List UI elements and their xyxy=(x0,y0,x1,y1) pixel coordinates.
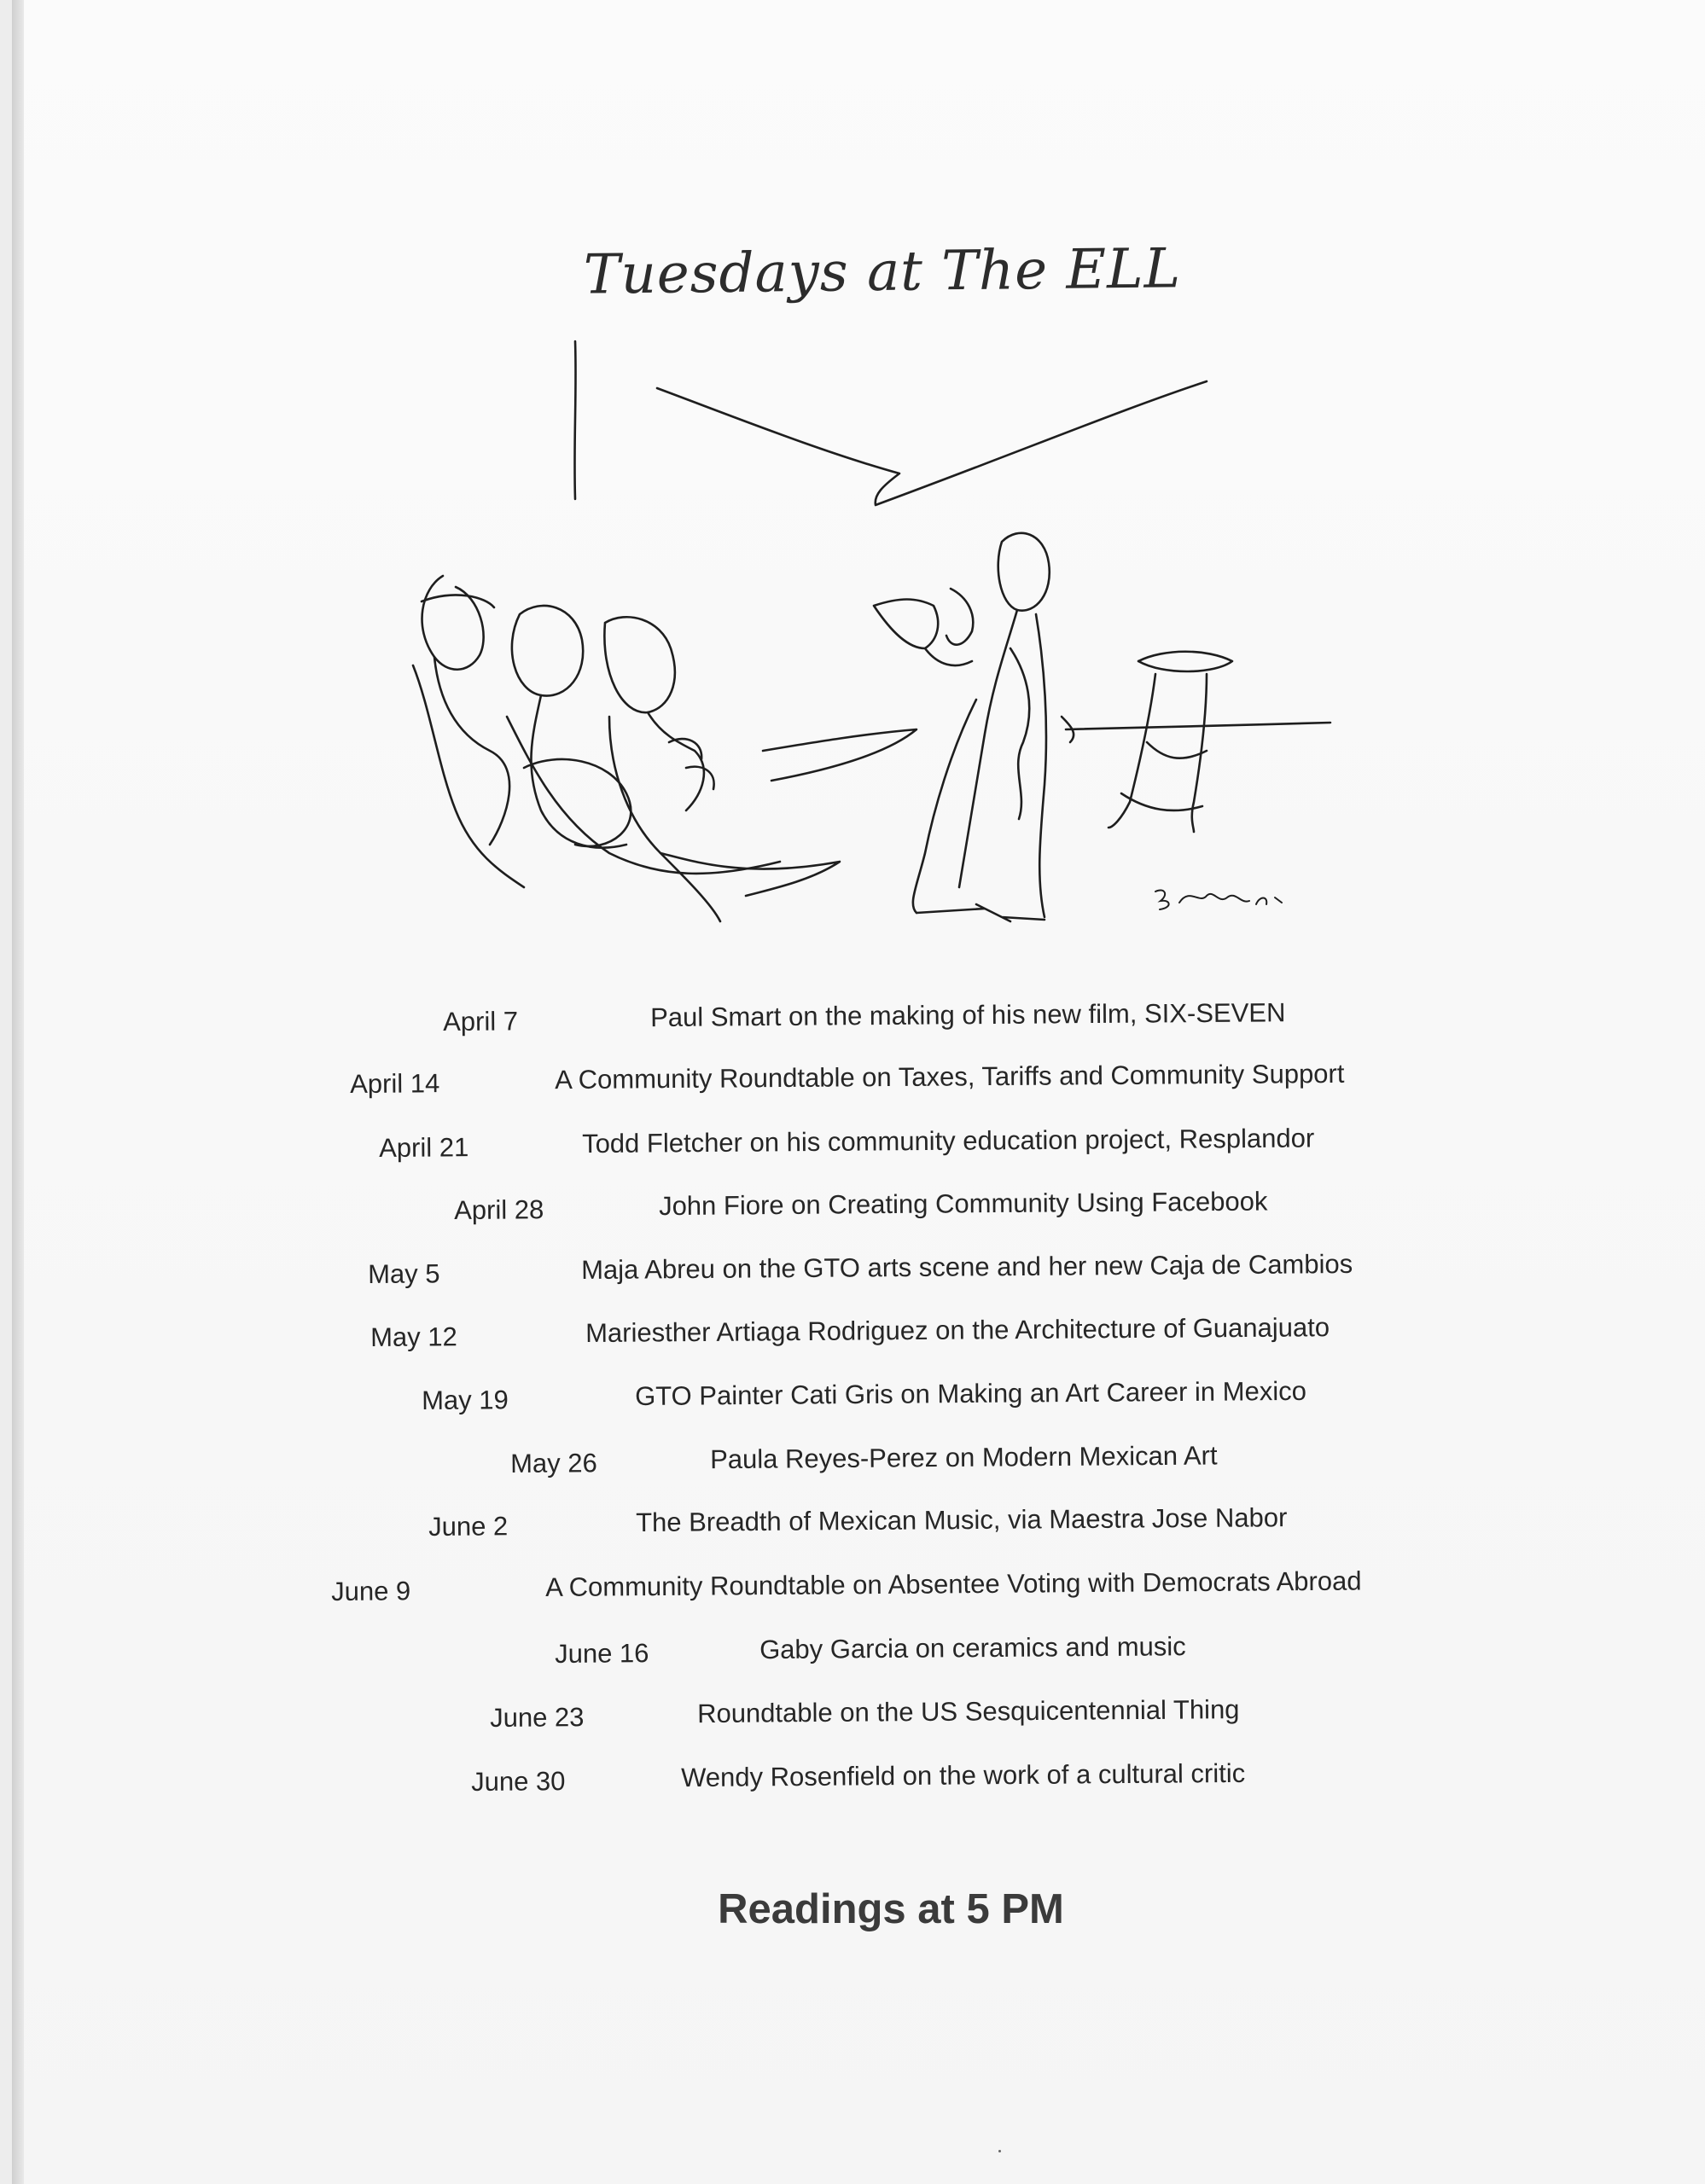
event-description: A Community Roundtable on Absentee Voting with Democrats Abroad xyxy=(544,1565,1362,1603)
sketch-signature xyxy=(1155,890,1282,909)
paper-speck xyxy=(998,2150,1001,2152)
event-description: Mariesther Artiaga Rodriguez on the Architecture of Guanajuato xyxy=(585,1312,1330,1349)
event-date: June 2 xyxy=(428,1511,509,1542)
event-date: June 23 xyxy=(490,1702,585,1733)
event-date: June 30 xyxy=(471,1766,566,1797)
event-date: April 21 xyxy=(379,1132,469,1163)
event-date: May 5 xyxy=(368,1258,440,1289)
event-description: John Fiore on Creating Community Using Facebook xyxy=(658,1186,1268,1222)
event-date: June 16 xyxy=(555,1638,649,1669)
event-description: The Breadth of Mexican Music, via Maestra Jose Nabor xyxy=(635,1502,1288,1538)
flyer-title: Tuesdays at The ELL xyxy=(583,237,1182,307)
event-description: Maja Abreu on the GTO arts scene and her new Caja de Cambios xyxy=(580,1248,1353,1286)
event-description: GTO Painter Cati Gris on Making an Art Career in Mexico xyxy=(634,1375,1307,1412)
event-date: May 19 xyxy=(422,1385,509,1415)
flyer-page xyxy=(12,0,1705,2184)
event-description: Wendy Rosenfield on the work of a cultural critic xyxy=(680,1757,1246,1793)
event-date: April 28 xyxy=(454,1194,544,1225)
readings-time: Readings at 5 PM xyxy=(718,1886,1064,1932)
event-date: April 14 xyxy=(350,1068,440,1099)
event-description: A Community Roundtable on Taxes, Tariffs and Community Support xyxy=(554,1058,1345,1095)
event-date: April 7 xyxy=(443,1006,519,1037)
event-description: Gaby Garcia on ceramics and music xyxy=(759,1631,1186,1665)
event-date: May 12 xyxy=(370,1321,457,1352)
event-description: Todd Fletcher on his community education project, Resplandor xyxy=(581,1123,1315,1159)
event-date: June 9 xyxy=(331,1576,411,1606)
event-description: Paul Smart on the making of his new film, SIX-SEVEN xyxy=(649,997,1286,1033)
event-description: Roundtable on the US Sesquicentennial Thing xyxy=(696,1694,1240,1729)
sketch-illustration xyxy=(12,0,1705,938)
event-date: May 26 xyxy=(510,1448,597,1478)
event-description: Paula Reyes-Perez on Modern Mexican Art xyxy=(709,1440,1218,1475)
